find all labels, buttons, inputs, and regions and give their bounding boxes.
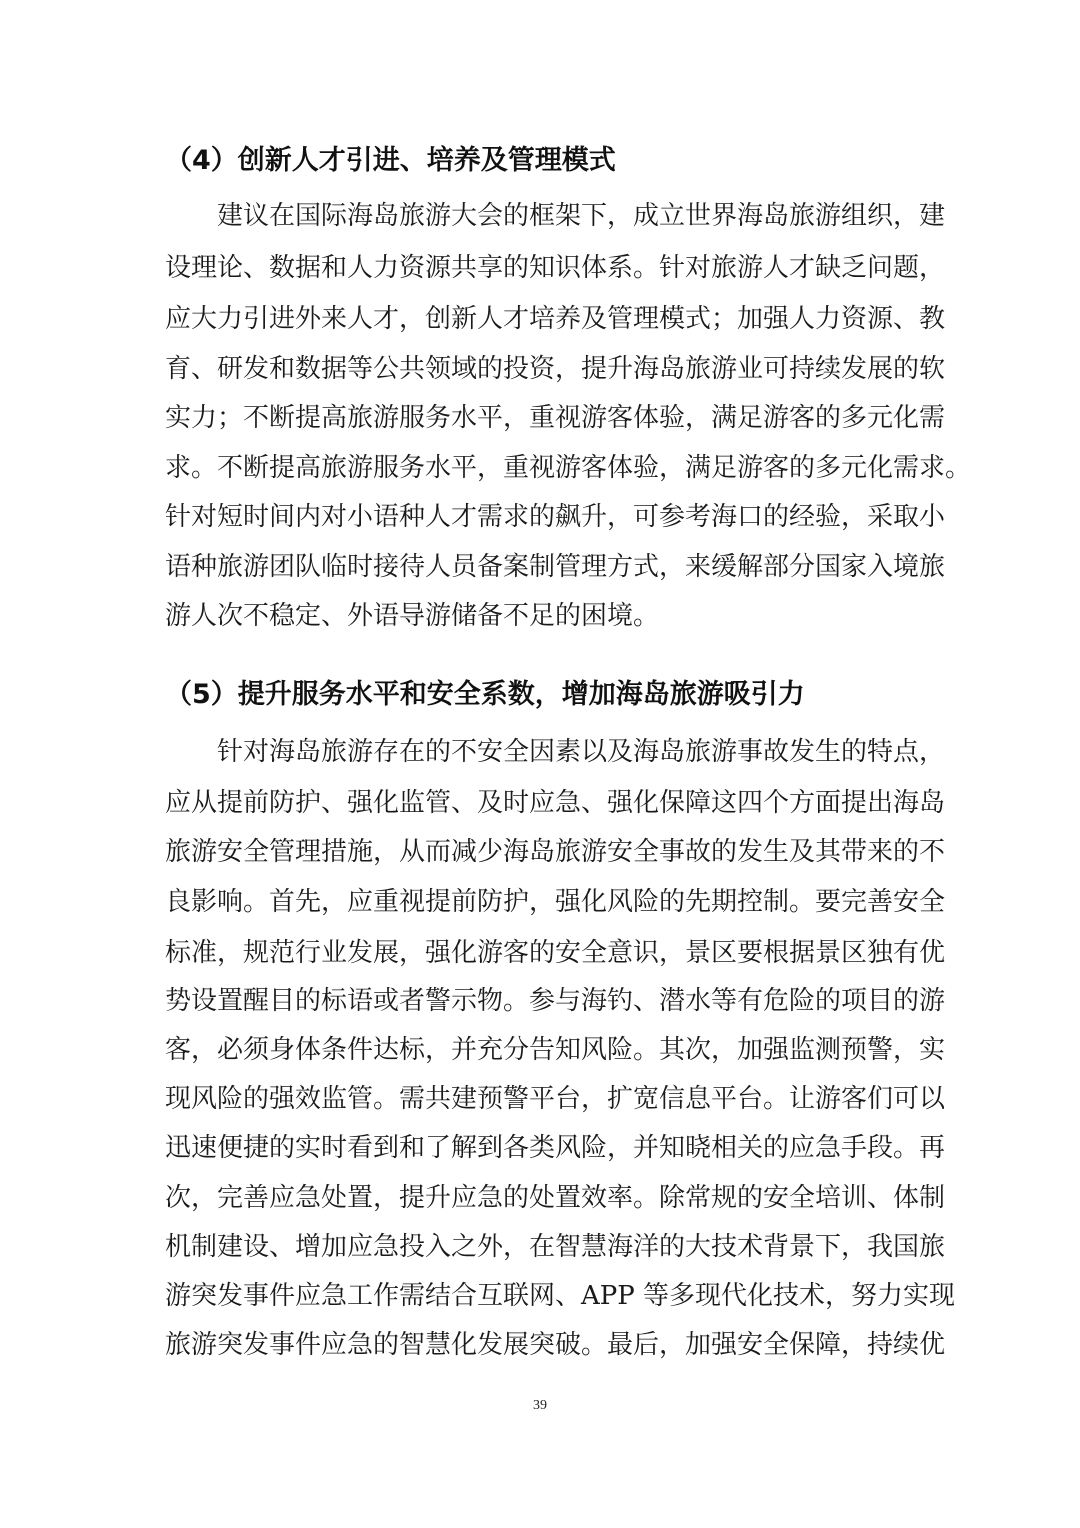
section-5-line-1: 针对海岛旅游存在的不安全因素以及海岛旅游事故发生的特点，	[217, 737, 946, 767]
section-4-line-3: 应大力引进外来人才，创新人才培养及管理模式；加强人力资源、教	[165, 304, 946, 334]
section-4-heading: （4）创新人才引进、培养及管理模式	[165, 145, 616, 176]
section-5-line-6: 势设置醒目的标语或者警示物。参与海钓、潜水等有危险的项目的游	[165, 986, 946, 1016]
page-number: 39	[533, 1398, 547, 1413]
section-5-line-9: 迅速便捷的实时看到和了解到各类风险，并知晓相关的应急手段。再	[165, 1133, 946, 1163]
section-5-line-12: 游突发事件应急工作需结合互联网、APP 等多现代化技术，努力实现	[165, 1281, 956, 1311]
section-5-line-2: 应从提前防护、强化监管、及时应急、强化保障这四个方面提出海岛	[165, 788, 946, 818]
section-4-line-4: 育、研发和数据等公共领域的投资，提升海岛旅游业可持续发展的软	[165, 354, 946, 384]
section-4-line-9: 游人次不稳定、外语导游储备不足的困境。	[165, 601, 660, 631]
section-4-line-1: 建议在国际海岛旅游大会的框架下，成立世界海岛旅游组织，建	[217, 201, 946, 231]
section-5-line-10: 次，完善应急处置，提升应急的处置效率。除常规的安全培训、体制	[165, 1183, 946, 1213]
section-5-line-13: 旅游突发事件应急的智慧化发展突破。最后，加强安全保障，持续优	[165, 1330, 946, 1360]
section-5-line-11: 机制建设、增加应急投入之外，在智慧海洋的大技术背景下，我国旅	[165, 1232, 946, 1262]
section-5-line-4: 良影响。首先，应重视提前防护，强化风险的先期控制。要完善安全	[165, 887, 946, 917]
section-4-line-5: 实力；不断提高旅游服务水平，重视游客体验，满足游客的多元化需	[165, 403, 946, 433]
section-4-line-8: 语种旅游团队临时接待人员备案制管理方式，来缓解部分国家入境旅	[165, 552, 946, 582]
section-5-heading: （5）提升服务水平和安全系数，增加海岛旅游吸引力	[165, 679, 805, 710]
section-4-line-7: 针对短时间内对小语种人才需求的飙升，可参考海口的经验，采取小	[165, 502, 946, 532]
section-4-line-6: 求。不断提高旅游服务水平，重视游客体验，满足游客的多元化需求。	[165, 453, 972, 483]
section-5-line-3: 旅游安全管理措施，从而减少海岛旅游安全事故的发生及其带来的不	[165, 837, 946, 867]
section-4-line-2: 设理论、数据和人力资源共享的知识体系。针对旅游人才缺乏问题，	[165, 253, 946, 283]
section-5-line-7: 客，必须身体条件达标，并充分告知风险。其次，加强监测预警，实	[165, 1035, 946, 1065]
section-5-line-5: 标准，规范行业发展，强化游客的安全意识，景区要根据景区独有优	[165, 938, 946, 968]
section-5-line-8: 现风险的强效监管。需共建预警平台，扩宽信息平台。让游客们可以	[165, 1084, 946, 1114]
